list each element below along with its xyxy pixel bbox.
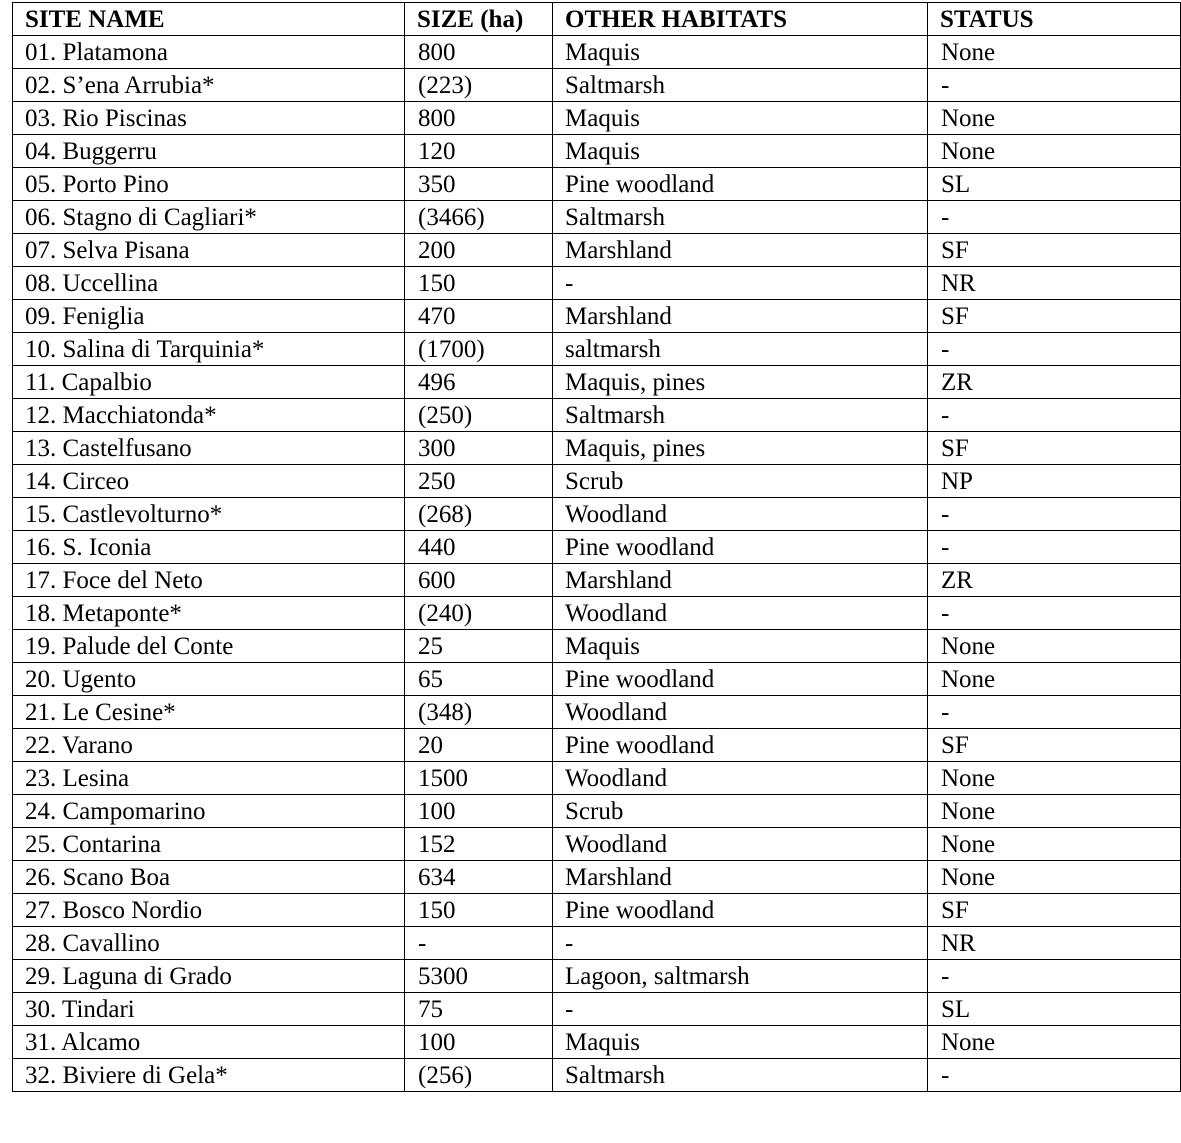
- habitat-cell: Marshland: [553, 861, 928, 894]
- site-name-cell: 15. Castlevolturno*: [13, 498, 405, 531]
- table-row: [13, 102, 1181, 135]
- site-name-cell: 12. Macchiatonda*: [13, 399, 405, 432]
- habitat-cell: Marshland: [553, 564, 928, 597]
- habitat-cell: Maquis, pines: [553, 366, 928, 399]
- table-row: [13, 993, 1181, 1026]
- table-row: [13, 795, 1181, 828]
- table-row: [13, 960, 1181, 993]
- table-row: [13, 465, 1181, 498]
- habitat-cell: Maquis: [553, 630, 928, 663]
- size-cell: 120: [405, 135, 553, 168]
- site-name-cell: 22. Varano: [13, 729, 405, 762]
- site-name-cell: 30. Tindari: [13, 993, 405, 1026]
- status-cell: -: [928, 531, 1181, 564]
- habitat-cell: -: [553, 927, 928, 960]
- status-cell: None: [928, 663, 1181, 696]
- status-cell: None: [928, 102, 1181, 135]
- habitat-cell: Saltmarsh: [553, 69, 928, 102]
- table-row: [13, 1059, 1181, 1092]
- table-row: [13, 663, 1181, 696]
- status-cell: None: [928, 861, 1181, 894]
- status-cell: None: [928, 36, 1181, 69]
- table-row: [13, 432, 1181, 465]
- table-row: [13, 36, 1181, 69]
- table-row: [13, 333, 1181, 366]
- table-row: [13, 267, 1181, 300]
- table-row: [13, 828, 1181, 861]
- size-cell: 75: [405, 993, 553, 1026]
- status-cell: -: [928, 597, 1181, 630]
- table-row: [13, 69, 1181, 102]
- status-cell: SL: [928, 168, 1181, 201]
- site-name-cell: 17. Foce del Neto: [13, 564, 405, 597]
- size-cell: 250: [405, 465, 553, 498]
- size-cell: 470: [405, 300, 553, 333]
- site-name-cell: 03. Rio Piscinas: [13, 102, 405, 135]
- site-name-cell: 02. S’ena Arrubia*: [13, 69, 405, 102]
- size-cell: 20: [405, 729, 553, 762]
- status-cell: -: [928, 498, 1181, 531]
- habitat-cell: Scrub: [553, 465, 928, 498]
- habitat-cell: saltmarsh: [553, 333, 928, 366]
- size-cell: 5300: [405, 960, 553, 993]
- status-cell: ZR: [928, 564, 1181, 597]
- status-cell: SF: [928, 432, 1181, 465]
- table-row: [13, 234, 1181, 267]
- site-name-cell: 05. Porto Pino: [13, 168, 405, 201]
- header-other-habitats: OTHER HABITATS: [553, 3, 928, 36]
- habitat-cell: Woodland: [553, 762, 928, 795]
- status-cell: SF: [928, 234, 1181, 267]
- habitat-cell: Saltmarsh: [553, 201, 928, 234]
- status-cell: -: [928, 960, 1181, 993]
- site-name-cell: 09. Feniglia: [13, 300, 405, 333]
- habitat-cell: Marshland: [553, 234, 928, 267]
- status-cell: None: [928, 762, 1181, 795]
- status-cell: -: [928, 1059, 1181, 1092]
- site-name-cell: 29. Laguna di Grado: [13, 960, 405, 993]
- status-cell: SF: [928, 894, 1181, 927]
- size-cell: -: [405, 927, 553, 960]
- site-name-cell: 20. Ugento: [13, 663, 405, 696]
- status-cell: -: [928, 399, 1181, 432]
- site-name-cell: 21. Le Cesine*: [13, 696, 405, 729]
- site-name-cell: 04. Buggerru: [13, 135, 405, 168]
- habitat-cell: Lagoon, saltmarsh: [553, 960, 928, 993]
- header-site-name: SITE NAME: [13, 3, 405, 36]
- size-cell: 800: [405, 36, 553, 69]
- habitat-cell: Scrub: [553, 795, 928, 828]
- site-name-cell: 23. Lesina: [13, 762, 405, 795]
- habitat-cell: Woodland: [553, 498, 928, 531]
- status-cell: SF: [928, 729, 1181, 762]
- table-row: [13, 168, 1181, 201]
- habitat-cell: Pine woodland: [553, 894, 928, 927]
- site-name-cell: 06. Stagno di Cagliari*: [13, 201, 405, 234]
- habitat-cell: Saltmarsh: [553, 399, 928, 432]
- table-row: [13, 597, 1181, 630]
- status-cell: -: [928, 333, 1181, 366]
- site-name-cell: 13. Castelfusano: [13, 432, 405, 465]
- size-cell: (240): [405, 597, 553, 630]
- site-name-cell: 10. Salina di Tarquinia*: [13, 333, 405, 366]
- site-name-cell: 27. Bosco Nordio: [13, 894, 405, 927]
- status-cell: NR: [928, 927, 1181, 960]
- size-cell: 152: [405, 828, 553, 861]
- table-row: [13, 927, 1181, 960]
- size-cell: (3466): [405, 201, 553, 234]
- size-cell: 800: [405, 102, 553, 135]
- table-row: [13, 201, 1181, 234]
- status-cell: None: [928, 795, 1181, 828]
- site-name-cell: 11. Capalbio: [13, 366, 405, 399]
- habitat-cell: Maquis, pines: [553, 432, 928, 465]
- site-name-cell: 25. Contarina: [13, 828, 405, 861]
- site-name-cell: 08. Uccellina: [13, 267, 405, 300]
- status-cell: SF: [928, 300, 1181, 333]
- status-cell: None: [928, 1026, 1181, 1059]
- table-row: [13, 300, 1181, 333]
- site-name-cell: 18. Metaponte*: [13, 597, 405, 630]
- status-cell: SL: [928, 993, 1181, 1026]
- size-cell: 1500: [405, 762, 553, 795]
- table-row: [13, 861, 1181, 894]
- habitat-cell: Maquis: [553, 135, 928, 168]
- habitat-cell: Marshland: [553, 300, 928, 333]
- size-cell: 100: [405, 795, 553, 828]
- table-row: [13, 1026, 1181, 1059]
- site-name-cell: 28. Cavallino: [13, 927, 405, 960]
- habitat-cell: -: [553, 267, 928, 300]
- site-name-cell: 01. Platamona: [13, 36, 405, 69]
- habitat-cell: Woodland: [553, 597, 928, 630]
- table-row: [13, 762, 1181, 795]
- header-row: [13, 3, 1181, 36]
- sites-table: [12, 2, 1181, 1092]
- table-row: [13, 399, 1181, 432]
- size-cell: 200: [405, 234, 553, 267]
- table-row: [13, 531, 1181, 564]
- habitat-cell: Pine woodland: [553, 729, 928, 762]
- size-cell: (268): [405, 498, 553, 531]
- status-cell: ZR: [928, 366, 1181, 399]
- status-cell: -: [928, 201, 1181, 234]
- habitat-cell: Pine woodland: [553, 531, 928, 564]
- habitat-cell: Maquis: [553, 102, 928, 135]
- habitat-cell: Pine woodland: [553, 663, 928, 696]
- table-row: [13, 366, 1181, 399]
- table-body: [13, 36, 1181, 1092]
- habitat-cell: Maquis: [553, 1026, 928, 1059]
- status-cell: None: [928, 630, 1181, 663]
- site-name-cell: 26. Scano Boa: [13, 861, 405, 894]
- site-name-cell: 19. Palude del Conte: [13, 630, 405, 663]
- size-cell: 600: [405, 564, 553, 597]
- size-cell: 350: [405, 168, 553, 201]
- status-cell: None: [928, 828, 1181, 861]
- habitat-cell: Woodland: [553, 696, 928, 729]
- site-name-cell: 31. Alcamo: [13, 1026, 405, 1059]
- table-row: [13, 630, 1181, 663]
- size-cell: (256): [405, 1059, 553, 1092]
- table-header: [13, 3, 1181, 36]
- size-cell: 150: [405, 267, 553, 300]
- status-cell: None: [928, 135, 1181, 168]
- habitat-cell: Pine woodland: [553, 168, 928, 201]
- site-name-cell: 32. Biviere di Gela*: [13, 1059, 405, 1092]
- status-cell: -: [928, 69, 1181, 102]
- table-row: [13, 729, 1181, 762]
- habitat-cell: -: [553, 993, 928, 1026]
- size-cell: 150: [405, 894, 553, 927]
- size-cell: 65: [405, 663, 553, 696]
- size-cell: (250): [405, 399, 553, 432]
- site-name-cell: 16. S. Iconia: [13, 531, 405, 564]
- header-size: SIZE (ha): [405, 3, 553, 36]
- size-cell: 634: [405, 861, 553, 894]
- header-status: STATUS: [928, 3, 1181, 36]
- size-cell: (1700): [405, 333, 553, 366]
- size-cell: 496: [405, 366, 553, 399]
- size-cell: 440: [405, 531, 553, 564]
- table-row: [13, 894, 1181, 927]
- habitat-cell: Maquis: [553, 36, 928, 69]
- size-cell: 25: [405, 630, 553, 663]
- habitat-cell: Saltmarsh: [553, 1059, 928, 1092]
- table-row: [13, 498, 1181, 531]
- habitat-cell: Woodland: [553, 828, 928, 861]
- table-row: [13, 696, 1181, 729]
- status-cell: NR: [928, 267, 1181, 300]
- size-cell: 300: [405, 432, 553, 465]
- site-name-cell: 07. Selva Pisana: [13, 234, 405, 267]
- status-cell: -: [928, 696, 1181, 729]
- size-cell: 100: [405, 1026, 553, 1059]
- table-row: [13, 564, 1181, 597]
- status-cell: NP: [928, 465, 1181, 498]
- size-cell: (223): [405, 69, 553, 102]
- site-name-cell: 24. Campomarino: [13, 795, 405, 828]
- site-name-cell: 14. Circeo: [13, 465, 405, 498]
- size-cell: (348): [405, 696, 553, 729]
- table-row: [13, 135, 1181, 168]
